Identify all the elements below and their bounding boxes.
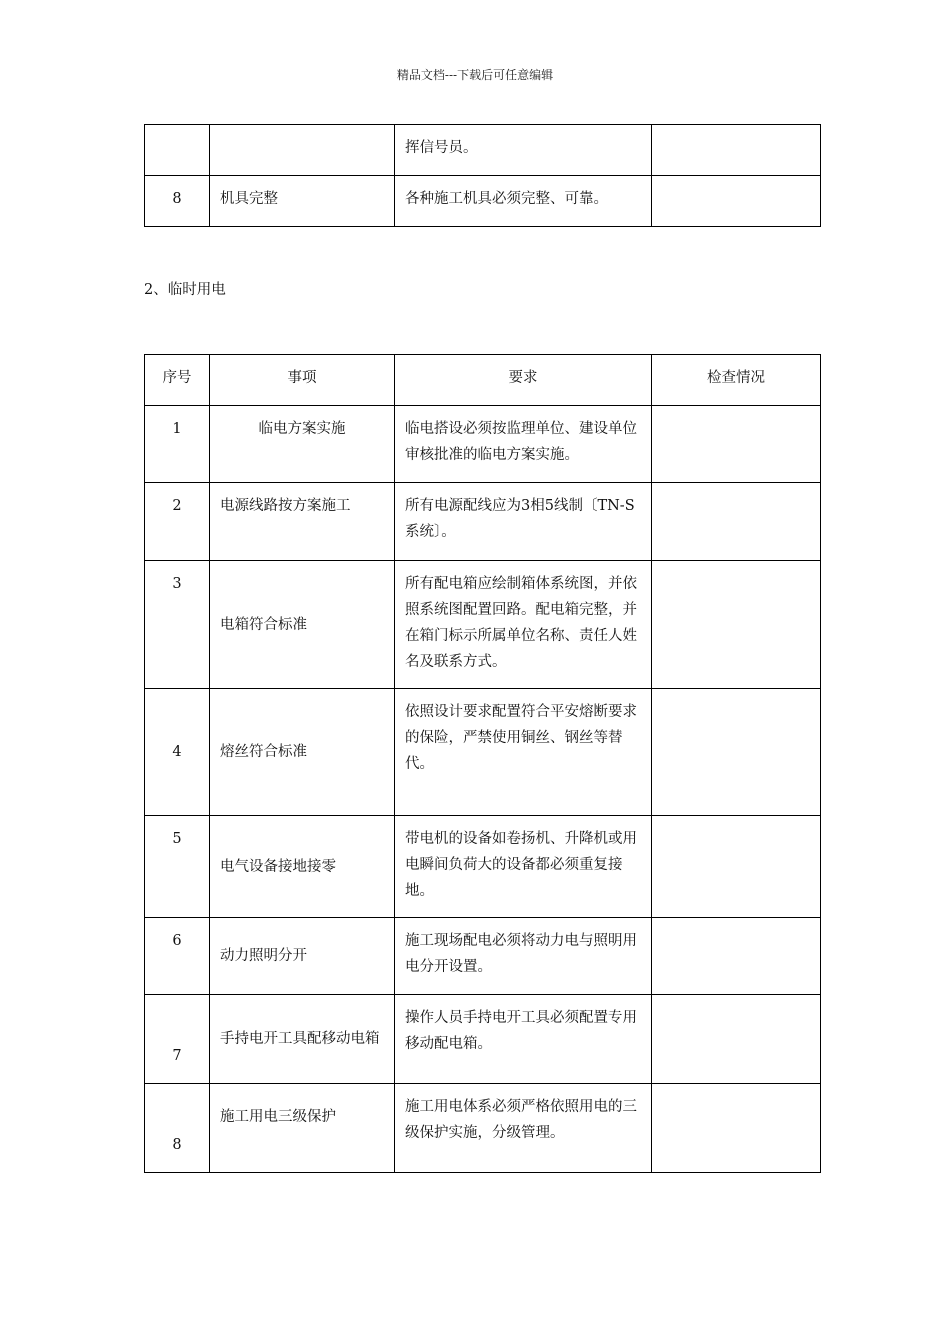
cell-item (210, 125, 395, 176)
cell-req: 依照设计要求配置符合平安熔断要求的保险，严禁使用铜丝、钢丝等替代。 (395, 689, 652, 816)
cell-item: 手持电开工具配移动电箱 (210, 995, 395, 1084)
cell-num: 3 (145, 561, 210, 689)
cell-check (652, 561, 821, 689)
table-row (145, 689, 821, 816)
cell-num: 6 (145, 918, 210, 995)
table-row (145, 918, 821, 995)
table-header-row (145, 355, 821, 406)
table-row (145, 176, 821, 227)
cell-req: 所有电源配线应为3相5线制〔TN-S系统〕。 (395, 483, 652, 561)
cell-item: 临电方案实施 (210, 406, 395, 483)
cell-check (652, 176, 821, 227)
cell-check (652, 483, 821, 561)
cell-req: 挥信号员。 (395, 125, 652, 176)
table-row (145, 1084, 821, 1173)
cell-num: 8 (145, 1084, 210, 1173)
cell-item: 电箱符合标准 (210, 561, 395, 689)
cell-req: 操作人员手持电开工具必须配置专用移动配电箱。 (395, 995, 652, 1084)
cell-req: 临电搭设必须按监理单位、建设单位审核批准的临电方案实施。 (395, 406, 652, 483)
cell-num: 2 (145, 483, 210, 561)
cell-num (145, 125, 210, 176)
table-continued (144, 124, 821, 227)
cell-item: 熔丝符合标准 (210, 689, 395, 816)
cell-item: 动力照明分开 (210, 918, 395, 995)
page-header: 精品文档---下载后可任意编辑 (396, 68, 554, 82)
table-row (145, 995, 821, 1084)
table-row (145, 561, 821, 689)
cell-check (652, 406, 821, 483)
table-row (145, 125, 821, 176)
table-row (145, 816, 821, 918)
cell-num: 1 (145, 406, 210, 483)
cell-item: 施工用电三级保护 (210, 1084, 395, 1173)
header-check: 检查情况 (652, 355, 821, 406)
header-req: 要求 (395, 355, 652, 406)
cell-check (652, 995, 821, 1084)
header-item: 事项 (210, 355, 395, 406)
table-temporary-electricity (144, 354, 821, 1173)
cell-num: 5 (145, 816, 210, 918)
cell-check (652, 689, 821, 816)
cell-check (652, 125, 821, 176)
cell-check (652, 816, 821, 918)
table-row (145, 483, 821, 561)
cell-check (652, 1084, 821, 1173)
cell-check (652, 918, 821, 995)
cell-req: 施工用电体系必须严格依照用电的三级保护实施，分级管理。 (395, 1084, 652, 1173)
cell-num: 8 (145, 176, 210, 227)
section-title: 2、临时用电 (144, 282, 226, 298)
header-num: 序号 (145, 355, 210, 406)
cell-item: 电气设备接地接零 (210, 816, 395, 918)
cell-req: 各种施工机具必须完整、可靠。 (395, 176, 652, 227)
cell-item: 电源线路按方案施工 (210, 483, 395, 561)
cell-num: 4 (145, 689, 210, 816)
cell-req: 所有配电箱应绘制箱体系统图，并依照系统图配置回路。配电箱完整，并在箱门标示所属单位名称、责任人姓名及联系方式。 (395, 561, 652, 689)
cell-req: 带电机的设备如卷扬机、升降机或用电瞬间负荷大的设备都必须重复接地。 (395, 816, 652, 918)
cell-req: 施工现场配电必须将动力电与照明用电分开设置。 (395, 918, 652, 995)
table-row (145, 406, 821, 483)
cell-num: 7 (145, 995, 210, 1084)
cell-item: 机具完整 (210, 176, 395, 227)
